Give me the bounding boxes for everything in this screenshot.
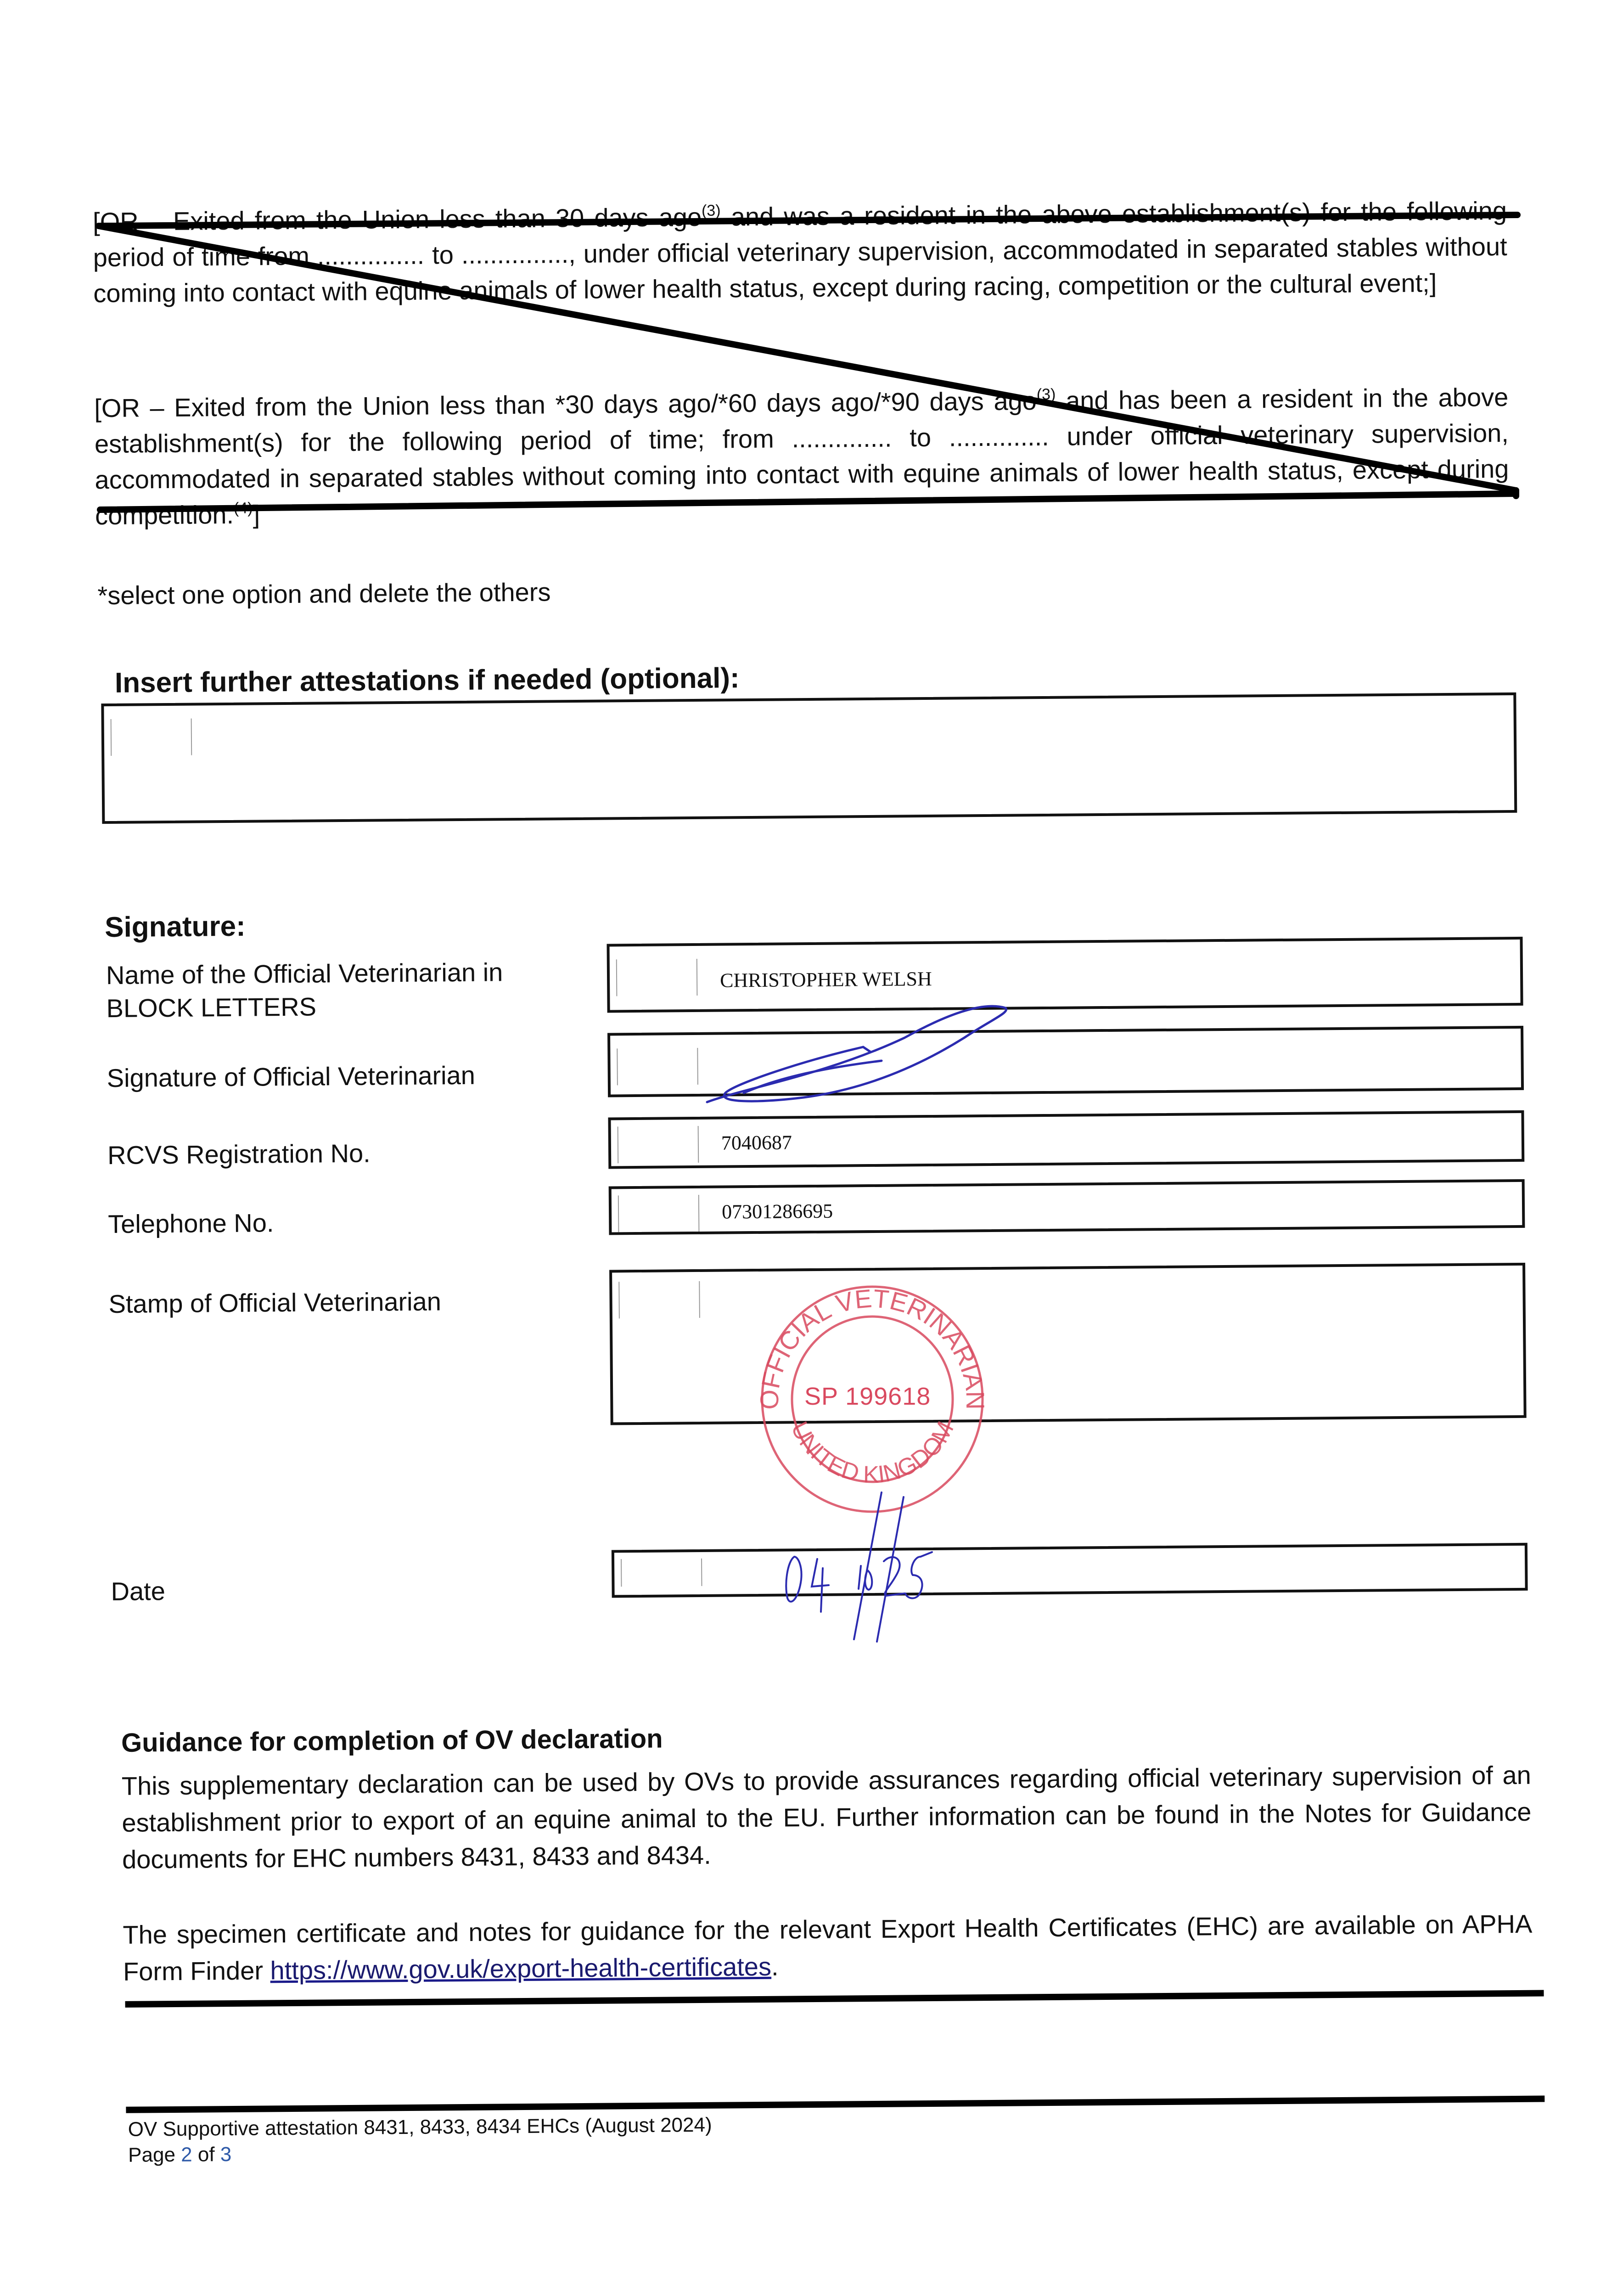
page-prefix: Page [128, 2143, 181, 2167]
signature-heading: Signature: [104, 910, 246, 944]
rcvs-value: 7040687 [721, 1131, 792, 1154]
footnote-ref-3: (3) [701, 202, 721, 219]
option-1-text: [OR – Exited from the Union less than 30 days ago [92, 202, 702, 236]
svg-text:UNITED KINGDOM [786, 1417, 959, 1488]
guidance-paragraph-2-end: . [771, 1952, 779, 1981]
footnote-ref-4: (4) [233, 499, 253, 517]
signature-label: Signature of Official Veterinarian [107, 1060, 476, 1093]
option-2-bracket: ] [253, 500, 260, 529]
page-current: 2 [180, 2143, 192, 2166]
footnote-ref-3b: (3) [1036, 385, 1056, 404]
stamp-label: Stamp of Official Veterinarian [108, 1287, 442, 1319]
guidance-paragraph-1: This supplementary declaration can be used by OVs to provide assurances regarding official veterinary supervision of an establishment prior to export of an equine animal to the EU. Further information can be found in the Notes for Guidance documents for EHC numbers 8431, 8433 and 8434. [121, 1760, 1532, 1874]
telephone-label: Telephone No. [108, 1208, 274, 1239]
handwritten-date-icon [744, 1483, 1028, 1649]
signature-scribble-icon [689, 983, 1010, 1120]
page-total: 3 [220, 2143, 232, 2166]
rcvs-label: RCVS Registration No. [107, 1138, 371, 1170]
telephone-value: 07301286695 [721, 1199, 833, 1223]
option-2-text-cont: and has been a resident in the above establishment(s) for the following period of time; from .............. to .............. under official veterinary supervision, accommodated in separated stables without coming into contact with equine animals of lower health status, except during competition. [94, 383, 1509, 530]
stamp-top-text: OFFICIAL VETERINARIAN [754, 1283, 990, 1410]
further-attestations-heading: Insert further attestations if needed (optional): [114, 662, 740, 699]
vet-name-value: CHRISTOPHER WELSH [719, 967, 932, 992]
guidance-paragraph-2-text: The specimen certificate and notes for guidance for the relevant Export Health Certificates (EHC) are available on APHA Form Finder [123, 1909, 1533, 1986]
footer-doc-title: OV Supportive attestation 8431, 8433, 8434 EHCs (August 2024) [128, 2113, 712, 2141]
page-of: of [192, 2143, 220, 2166]
option-2-text: [OR – Exited from the Union less than *30 days ago/*60 days ago/*90 days ago [94, 386, 1037, 423]
select-option-note: *select one option and delete the others [97, 577, 551, 610]
stamp-number: SP 199618 [804, 1383, 931, 1410]
stamp-bottom-text: UNITED KINGDOM [786, 1417, 959, 1488]
option-1-text-cont: and was a resident in the above establishment(s) for the following period of time from ............... to ..............., under official veterinary supervision, accommodated in separated stables without coming into contact with equine animals of lower health status, except during racing, competition or the cultural event;] [93, 196, 1507, 308]
date-label: Date [111, 1576, 166, 1606]
vet-name-label: Name of the Official Veterinarian in BLOCK LETTERS [106, 957, 503, 1023]
guidance-heading: Guidance for completion of OV declaration [121, 1723, 663, 1758]
export-health-certificates-link[interactable]: https://www.gov.uk/export-health-certificates [270, 1952, 772, 1985]
